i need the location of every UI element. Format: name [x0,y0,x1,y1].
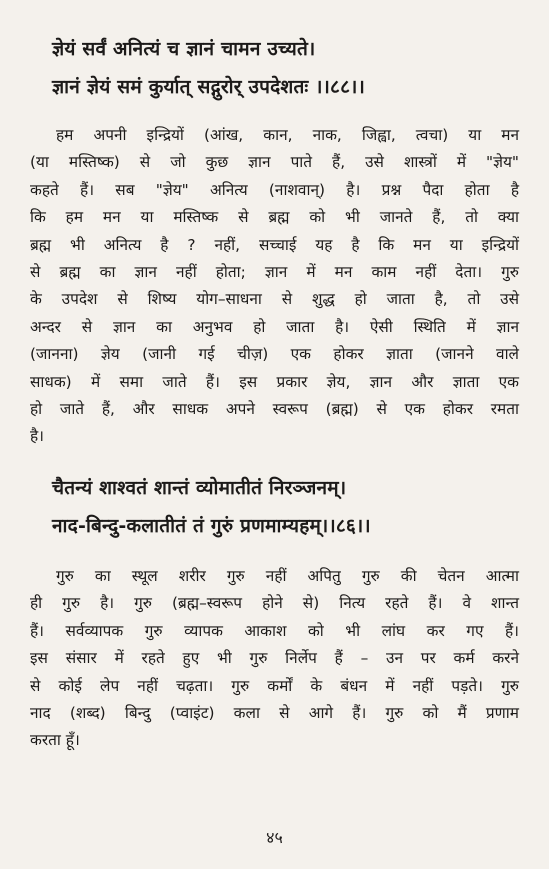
sanskrit-verse-89 [52,469,519,545]
commentary-line: नाद (शब्द) बिन्दु (प्वाइंट) कला से आगे हैं। गुरु को मैं प्रणाम [30,703,519,722]
commentary-line: गुरु का स्थूल शरीर गुरु नहीं अपितु गुरु की चेतन आत्मा [56,566,519,585]
commentary-line: कहते हैं। सब "ज्ञेय" अनित्य (नाशवान्) है। प्रश्न पैदा होता है [30,180,519,199]
commentary-line: (या मस्तिष्क) से जो कुछ ज्ञान पाते हैं, उसे शास्त्रों में "ज्ञेय" [30,153,519,172]
verse-line: ज्ञेयं सर्वं अनित्यं च ज्ञानं चामन उच्यते। [52,38,316,60]
commentary-line: करता हूँ। [30,731,80,750]
commentary-line: के उपदेश से शिष्य योग–साधना से शुद्ध हो जाता है, तो उसे [30,290,519,309]
commentary-line: इस संसार में रहते हुए भी गुरु निर्लेप हैं – उन पर कर्म करने [30,649,519,668]
sanskrit-verse-88 [52,30,519,106]
verse-line: नाद-बिन्दु-कलातीतं तं गुरुं प्रणमाम्यहम्।।८६।। [52,514,371,537]
commentary-line: हम अपनी इन्द्रियों (आंख, कान, नाक, जिह्वा, त्वचा) या मन [56,126,519,144]
commentary-paragraph-88 [30,122,519,451]
commentary-line: हैं। सर्वव्यापक गुरु व्यापक आकाश को भी लांघ कर गए हैं। [30,621,519,640]
commentary-paragraph-89 [30,563,519,755]
commentary-line: से कोई लेप नहीं चढ़ता। गुरु कर्मों के बंधन में नहीं पड़ते। गुरु [30,676,519,695]
verse-line: ज्ञानं ज्ञेयं समं कुर्यात् सद्गुरोर् उपदेशतः ।।८८।। [52,76,365,98]
commentary-line: (जानना) ज्ञेय (जानी गई चीज़) एक होकर ज्ञाता (जानने वाले [30,345,519,364]
commentary-line: हो जाते हैं, और साधक अपने स्वरूप (ब्रह्म) से एक होकर रमता [30,400,519,419]
commentary-line: अन्दर से ज्ञान का अनुभव हो जाता है। ऐसी स्थिति में ज्ञान [30,317,519,336]
commentary-line: कि हम मन या मस्तिष्क से ब्रह्म को भी जानते हैं, तो क्या [30,208,519,227]
commentary-line: है। [30,427,45,446]
commentary-line: ही गुरु है। गुरु (ब्रह्म–स्वरूप होने से) नित्य रहते हैं। वे शान्त [30,594,519,613]
verse-line: चैतन्यं शाश्वतं शान्तं व्योमातीतं निरञ्जनम्। [52,476,347,499]
commentary-line: से ब्रह्म का ज्ञान नहीं होता; ज्ञान में मन काम नहीं देता। गुरु [30,263,519,282]
page-number: ४५ [266,828,283,847]
commentary-line: ब्रह्म भी अनित्य है ? नहीं, सच्चाई यह है कि मन या इन्द्रियों [30,235,519,254]
commentary-line: साधक) में समा जाते हैं। इस प्रकार ज्ञेय, ज्ञान और ज्ञाता एक [30,372,519,391]
